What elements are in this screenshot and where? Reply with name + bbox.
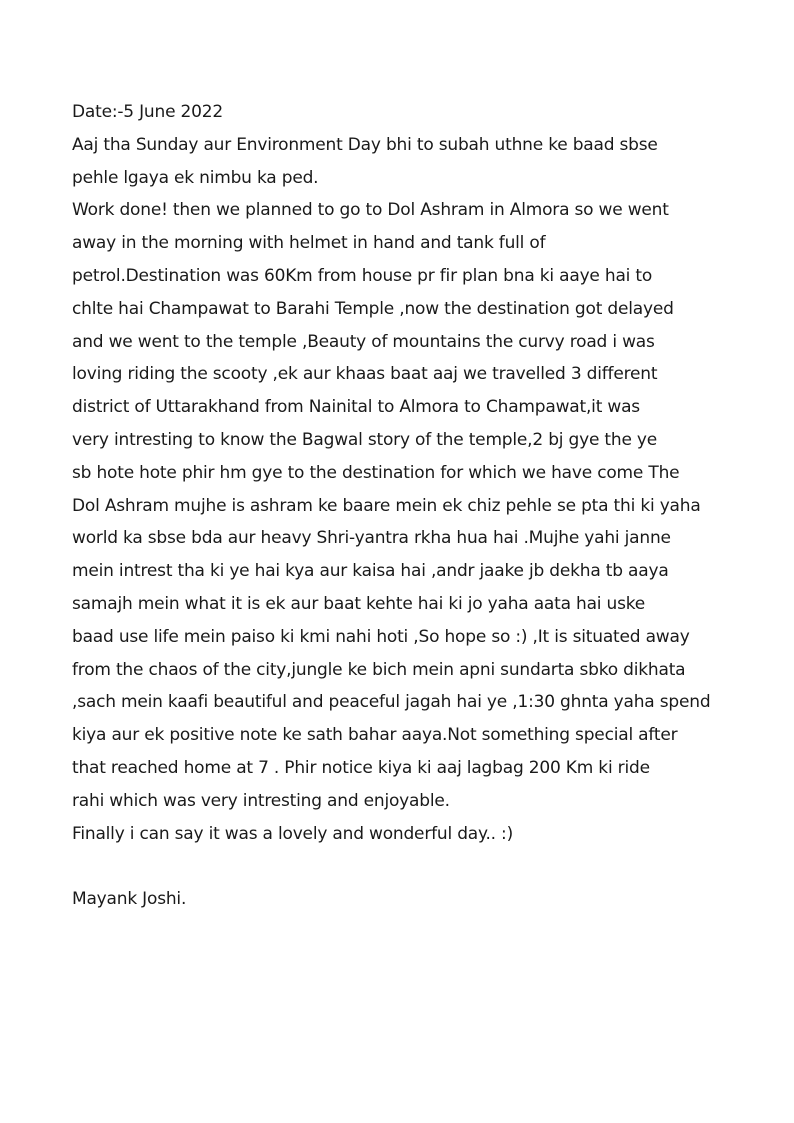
diary-entry (72, 96, 752, 916)
text-line: loving riding the scooty ,ek aur khaas baat aaj we travelled 3 different (72, 364, 658, 385)
text-line: chlte hai Champawat to Barahi Temple ,now the destination got delayed (72, 298, 674, 319)
text-line: petrol.Destination was 60Km from house pr fir plan bna ki aaye hai to (72, 265, 653, 286)
text-line: rahi which was very intresting and enjoyable. (72, 790, 450, 811)
text-line: very intresting to know the Bagwal story of the temple,2 bj gye the ye (72, 429, 658, 450)
text-line: that reached home at 7 . Phir notice kiya ki aaj lagbag 200 Km ki ride (72, 757, 650, 778)
text-line: Finally i can say it was a lovely and wonderful day.. :) (72, 823, 514, 844)
text-line: Work done! then we planned to go to Dol Ashram in Almora so we went (72, 200, 669, 221)
text-line: ,sach mein kaafi beautiful and peaceful jagah hai ye ,1:30 ghnta yaha spend (72, 692, 711, 713)
text-line: sb hote hote phir hm gye to the destination for which we have come The (72, 462, 680, 483)
text-line: Dol Ashram mujhe is ashram ke baare mein ek chiz pehle se pta thi ki yaha (72, 495, 701, 516)
text-line: away in the morning with helmet in hand and tank full of (72, 233, 546, 254)
text-line: Aaj tha Sunday aur Environment Day bhi to subah uthne ke baad sbse (72, 134, 658, 155)
text-line: samajh mein what it is ek aur baat kehte hai ki jo yaha aata hai uske (72, 593, 646, 614)
signature: Mayank Joshi. (72, 889, 187, 910)
blank-line (72, 850, 752, 883)
text-line: world ka sbse bda aur heavy Shri-yantra rkha hua hai .Mujhe yahi janne (72, 528, 671, 549)
text-line: and we went to the temple ,Beauty of mountains the curvy road i was (72, 331, 655, 352)
text-line: mein intrest tha ki ye hai kya aur kaisa hai ,andr jaake jb dekha tb aaya (72, 561, 669, 582)
text-line: from the chaos of the city,jungle ke bich mein apni sundarta sbko dikhata (72, 659, 686, 680)
date-line: Date:-5 June 2022 (72, 102, 224, 122)
text-line: baad use life mein paiso ki kmi nahi hoti ,So hope so :) ,It is situated away (72, 626, 690, 647)
text-line: district of Uttarakhand from Nainital to Almora to Champawat,it was (72, 397, 640, 418)
text-line: kiya aur ek positive note ke sath bahar aaya.Not something special after (72, 725, 678, 746)
text-line: pehle lgaya ek nimbu ka ped. (72, 167, 319, 188)
